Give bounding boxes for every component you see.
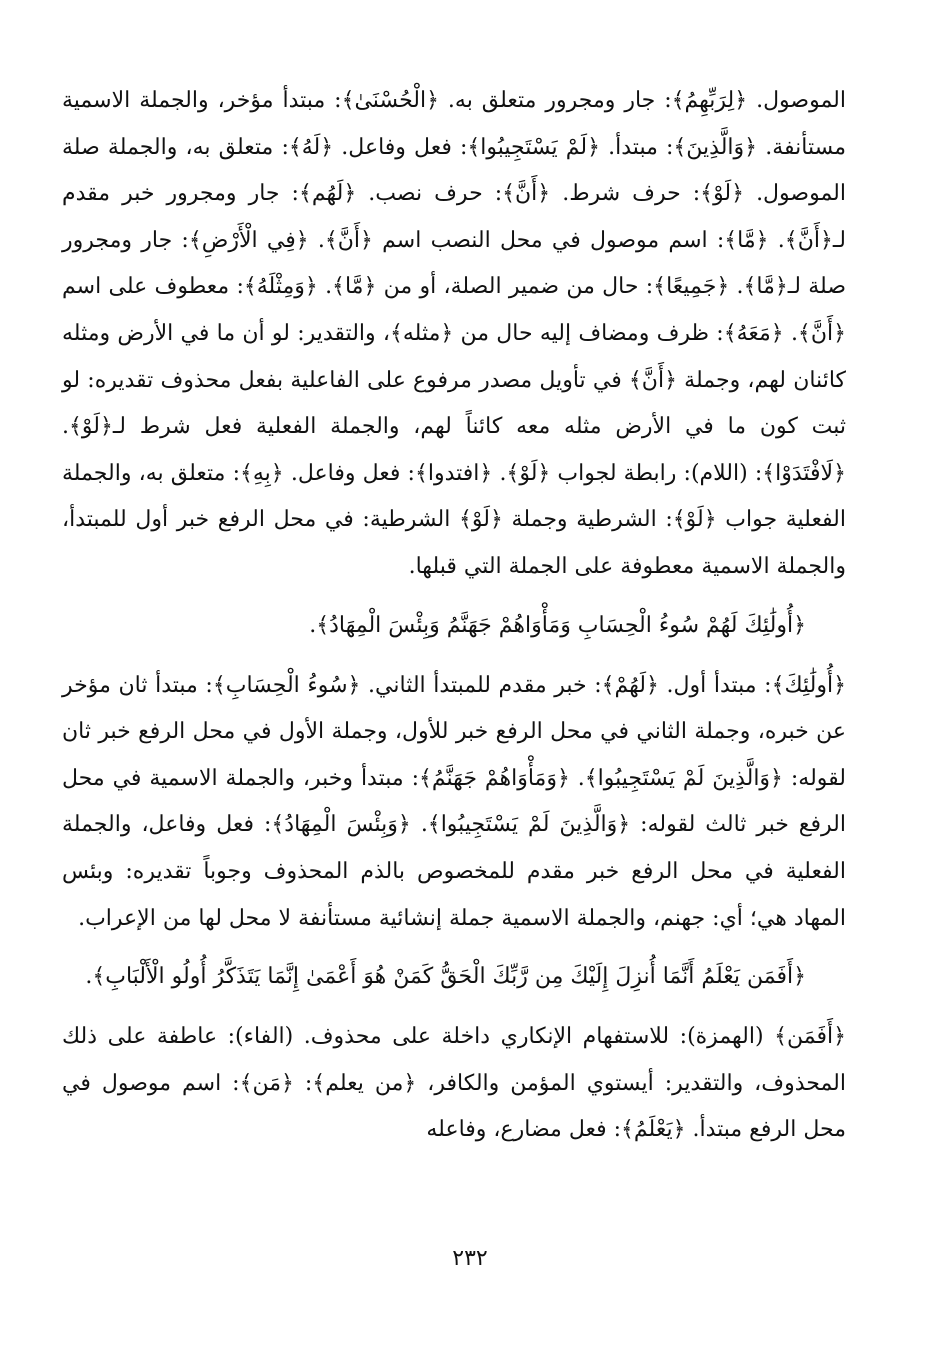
paragraph-1: الموصول. ﴿لِرَبِّهِمُ﴾: جار ومجرور متعلق به. ﴿الْحُسْنَىٰ﴾: مبتدأ مؤخر، والجملة الاسمية مستأنفة. ﴿وَالَّذِينَ﴾: مبتدأ. ﴿لَمْ يَسْتَجِيبُوا﴾: فعل وفاعل. ﴿لَهُ﴾: متعلق به، والجملة صلة الموصول. ﴿لَوْ﴾: حرف شرط. ﴿أَنَّ﴾: حرف نصب. ﴿لَهُم﴾: جار ومجرور خبر مقدم لـ﴿أَنَّ﴾. ﴿مَّا﴾: اسم موصول في محل النصب اسم ﴿أَنَّ﴾. ﴿فِي الْأَرْضِ﴾: جار ومجرور صلة لـ﴿مَّا﴾. ﴿جَمِيعًا﴾: حال من ضمير الصلة، أو من ﴿مَّا﴾. ﴿وَمِثْلَهُ﴾: معطوف على اسم ﴿أَنَّ﴾. ﴿مَعَهُ﴾: ظرف ومضاف إليه حال من ﴿مثله﴾، والتقدير: لو أن ما في الأرض ومثله كائنان لهم، وجملة ﴿أَنَّ﴾ في تأويل مصدر مرفوع على الفاعلية بفعل محذوف تقديره: لو ثبت كون ما في الأرض مثله معه كائناً لهم، والجملة الفعلية فعل شرط لـ﴿لَوْ﴾. ﴿لَافْتَدَوْا﴾: (اللام): رابطة لجواب ﴿لَوْ﴾. ﴿افتدوا﴾: فعل وفاعل. ﴿بِهِ﴾: متعلق به، والجملة الفعلية جواب ﴿لَوْ﴾: الشرطية وجملة ﴿لَوْ﴾ الشرطية: في محل الرفع خبر أول للمبتدأ، والجملة الاسمية معطوفة على الجملة التي قبلها. bbox=[62, 88, 847, 579]
page-number: ٢٣٢ bbox=[452, 1246, 488, 1271]
quran-verse-1: ﴿أُولَٰئِكَ لَهُمْ سُوءُ الْحِسَابِ وَمَأْوَاهُمْ جَهَنَّمُ وَبِئْسَ الْمِهَادُ﴾. bbox=[309, 612, 806, 638]
paragraph-3: ﴿أَفَمَن﴾ (الهمزة): للاستفهام الإنكاري داخلة على محذوف. (الفاء): عاطفة على ذلك المحذوف، والتقدير: أيستوي المؤمن والكافر، ﴿من يعلم﴾: ﴿مَن﴾: اسم موصول في محل الرفع مبتدأ. ﴿يَعْلَمُ﴾: فعل مضارع، وفاعله bbox=[62, 1024, 846, 1143]
quran-verse-2: ﴿أَفَمَن يَعْلَمُ أَنَّمَا أُنزِلَ إِلَيْكَ مِن رَّبِّكَ الْحَقُّ كَمَنْ هُوَ أَعْمَىٰ إِنَّمَا يَتَذَكَّرُ أُولُو الْأَلْبَابِ﴾. bbox=[85, 964, 806, 990]
page-body bbox=[62, 78, 846, 1154]
paragraph-2: ﴿أُولَٰئِكَ﴾: مبتدأ أول. ﴿لَهُمْ﴾: خبر مقدم للمبتدأ الثاني. ﴿سُوءُ الْحِسَابِ﴾: مبتدأ ثان مؤخر عن خبره، وجملة الثاني في محل الرفع خبر للأول، وجملة الأول في محل الرفع خبر ثان لقوله: ﴿وَالَّذِينَ لَمْ يَسْتَجِيبُوا﴾. ﴿وَمَأْوَاهُمْ جَهَنَّمُ﴾: مبتدأ وخبر، والجملة الاسمية في محل الرفع خبر ثالث لقوله: ﴿وَالَّذِينَ لَمْ يَسْتَجِيبُوا﴾. ﴿وَبِئْسَ الْمِهَادُ﴾: فعل وفاعل، والجملة الفعلية في محل الرفع خبر مقدم للمخصوص بالذم المحذوف وجوباً تقديره: وبئس المهاد هي؛ أي: جهنم، والجملة الاسمية جملة إنشائية مستأنفة لا محل لها من الإعراب. bbox=[62, 672, 846, 931]
